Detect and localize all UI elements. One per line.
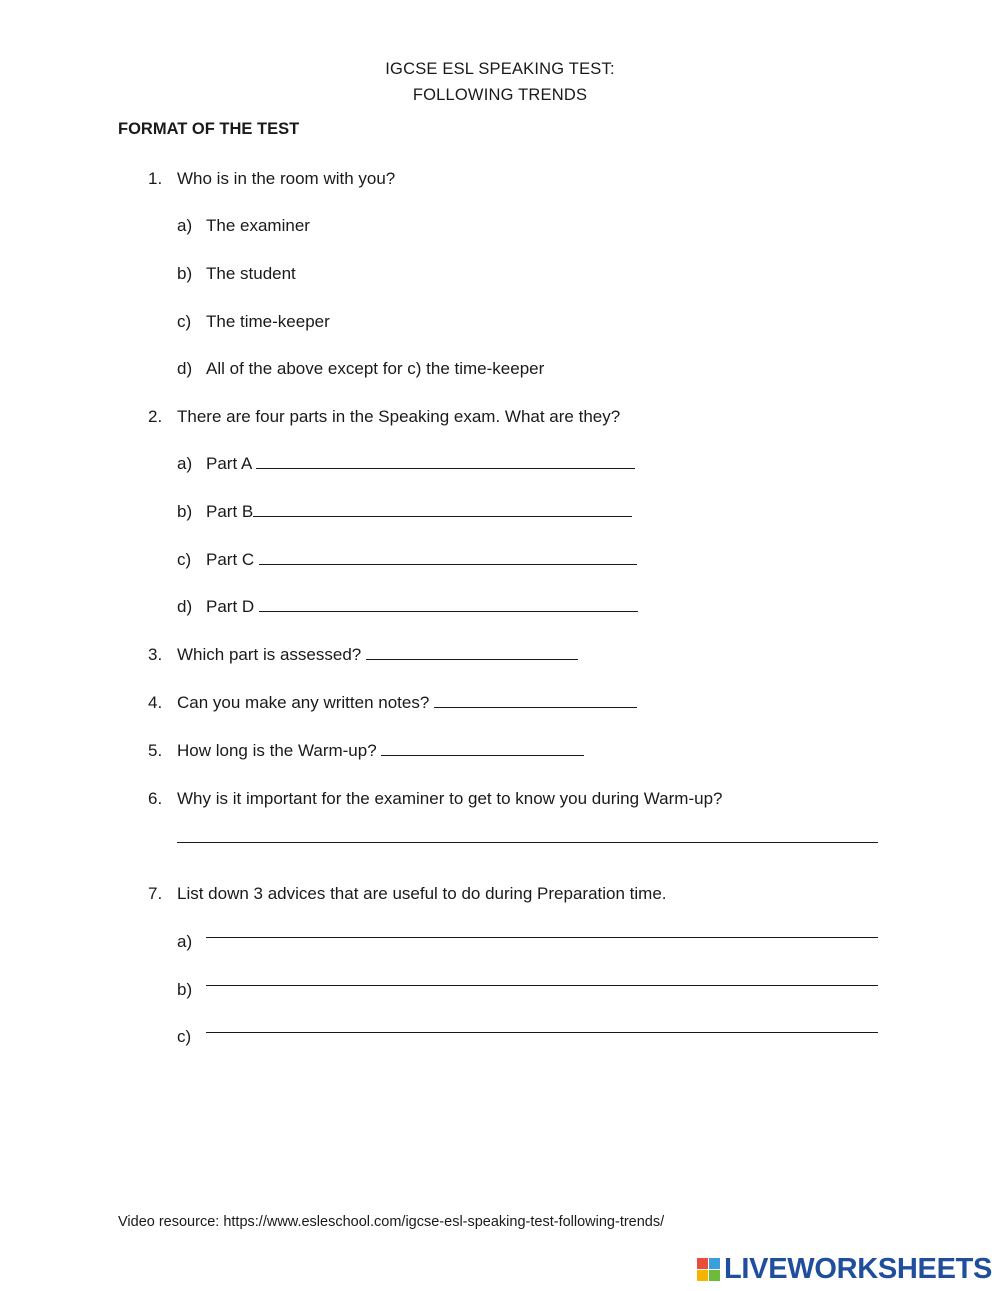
question-1: 1. Who is in the room with you?	[148, 169, 396, 188]
section-heading: FORMAT OF THE TEST	[118, 120, 300, 138]
part-d-row: d) Part D	[177, 597, 638, 617]
question-text: Why is it important for the examiner to get to know you during Warm-up?	[177, 789, 723, 808]
part-c-row: c) Part C	[177, 550, 637, 570]
answer-blank-part-c[interactable]	[259, 550, 637, 565]
question-6: 6. Why is it important for the examiner to get to know you during Warm-up?	[148, 789, 723, 808]
logo-icon	[697, 1258, 720, 1281]
answer-blank-part-d[interactable]	[259, 597, 638, 612]
answer-blank-part-a[interactable]	[256, 454, 635, 469]
question-4: 4. Can you make any written notes?	[148, 693, 637, 713]
liveworksheets-logo	[697, 1252, 992, 1286]
question-text: How long is the Warm-up?	[177, 741, 377, 760]
answer-blank-q5[interactable]	[381, 741, 584, 756]
question-text: There are four parts in the Speaking exam. What are they?	[177, 407, 621, 426]
part-a-row: a) Part A	[177, 454, 635, 474]
question-3: 3. Which part is assessed?	[148, 645, 578, 665]
question-text: Which part is assessed?	[177, 645, 362, 664]
question-text: Can you make any written notes?	[177, 693, 430, 712]
option-1d: d) All of the above except for c) the time-keeper	[177, 359, 545, 378]
answer-blank-q3[interactable]	[366, 645, 578, 660]
answer-blank-q7b[interactable]	[206, 985, 878, 986]
title-line-1: IGCSE ESL SPEAKING TEST:	[385, 60, 615, 78]
option-1c: c) The time-keeper	[177, 312, 330, 331]
part-b-row: b) Part B	[177, 502, 632, 522]
answer-blank-q7c[interactable]	[206, 1032, 878, 1033]
answer-blank-q4[interactable]	[434, 693, 637, 708]
question-5: 5. How long is the Warm-up?	[148, 741, 584, 761]
answer-blank-q7a[interactable]	[206, 937, 878, 938]
video-resource-link[interactable]: Video resource: https://www.esleschool.com/igcse-esl-speaking-test-following-trends/	[118, 1214, 665, 1230]
answer-blank-part-b[interactable]	[253, 502, 632, 517]
answer-7a-label: a)	[177, 932, 193, 951]
question-7: 7. List down 3 advices that are useful to do during Preparation time.	[148, 884, 667, 903]
option-1a: a) The examiner	[177, 216, 310, 235]
question-text: Who is in the room with you?	[177, 169, 396, 188]
option-1b: b) The student	[177, 264, 296, 283]
title-line-2: FOLLOWING TRENDS	[412, 86, 588, 104]
answer-blank-q6[interactable]	[177, 842, 878, 843]
question-2: 2. There are four parts in the Speaking exam. What are they?	[148, 407, 621, 426]
answer-7c-label: c)	[177, 1027, 192, 1046]
answer-7b-label: b)	[177, 980, 193, 999]
logo-text: LIVEWORKSHEETS	[724, 1252, 993, 1285]
question-text: List down 3 advices that are useful to do during Preparation time.	[177, 884, 667, 903]
